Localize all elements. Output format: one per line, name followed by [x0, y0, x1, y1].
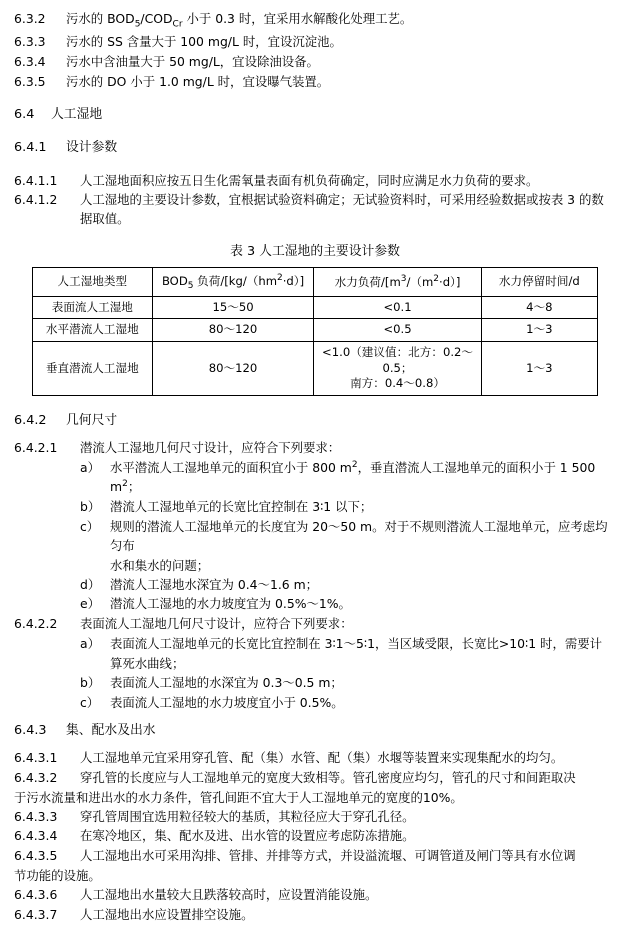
clause-6-4-3-2 [14, 769, 616, 788]
list-text: 规则的潜流人工湿地单元的长度宜为 20～50 m。对于不规则潜流人工湿地单元，应考虑均匀布 [110, 519, 608, 553]
cell-retention-time: 4～8 [481, 296, 597, 319]
cell-bod-load: 80～120 [152, 342, 314, 396]
hydraulic-line-2: 南方：0.4～0.8） [350, 376, 445, 391]
list-item [14, 518, 616, 556]
header-cell-bod-load: $BOD_5$ 负荷$/[kg/(hm^2\cdot d)]$ [152, 267, 314, 296]
list-text: 潜流人工湿地单元的长宽比宜控制在 3∶1 以下； [110, 499, 373, 515]
list-text: 潜流人工湿地水深宜为 0.4～1.6 m； [110, 576, 319, 592]
clause-number: 6.4.3.6 [14, 886, 58, 902]
clause-text: 人工湿地单元宜采用穿孔管、配（集）水管、配（集）水堰等装置来实现集配水的均匀。 [80, 749, 564, 765]
list-item [14, 635, 616, 654]
list-item [14, 694, 616, 713]
clause-text: 污水中含油量大于 50 mg/L，宜设除油设备。 [66, 53, 319, 69]
section-number: 6.4.3 [14, 722, 47, 738]
clause-6-4-3-4 [14, 827, 616, 846]
header-cell-retention-time: 水力停留时间/d [481, 267, 597, 296]
list-marker: d） [80, 576, 101, 592]
clause-number: 6.4.3.1 [14, 749, 58, 765]
section-number: 6.4 [14, 106, 35, 122]
subscript-cr: Cr [172, 19, 183, 30]
clause-6-3-2 [14, 10, 616, 32]
cell-type: 垂直潜流人工湿地 [33, 342, 153, 396]
table-header-row [33, 267, 598, 296]
clause-text: 人工湿地面积应按五日生化需氧量表面有机负荷确定，同时应满足水力负荷的要求。 [80, 172, 539, 188]
cell-hydraulic-load: <0.1 [314, 296, 481, 319]
cell-bod-load: 15～50 [152, 296, 314, 319]
clause-text: 人工湿地的主要设计参数，宜根据试验资料确定；无试验资料时，可采用经验数据或按表 3 的数据取值。 [80, 192, 604, 227]
clause-text: 在寒冷地区，集、配水及进、出水管的设置应考虑防冻措施。 [80, 828, 415, 844]
section-title: 几何尺寸 [66, 413, 118, 429]
clause-6-4-1-1 [14, 172, 616, 191]
clause-6-4-3-6 [14, 886, 616, 905]
clause-number: 6.4.3.3 [14, 808, 58, 824]
parameters-table [32, 267, 598, 397]
section-title: 人工湿地 [51, 106, 103, 122]
list-text-continuation: 水和集水的问题； [110, 557, 210, 573]
section-number: 6.4.1 [14, 140, 47, 156]
list-marker: a） [80, 460, 100, 476]
section-title: 集、配水及出水 [66, 722, 156, 738]
clause-6-4-2-1 [14, 439, 616, 458]
cell-hydraulic-load [314, 342, 481, 396]
header-cell-type: 人工湿地类型 [33, 267, 153, 296]
clause-6-4-3-3 [14, 808, 616, 827]
list-text-continuation: 算死水曲线； [110, 656, 185, 671]
list-marker: c） [80, 694, 100, 710]
clause-number: 6.3.4 [14, 53, 46, 69]
list-text: 表面流人工湿地的水力坡度宜小于 0.5%。 [110, 694, 344, 710]
section-title: 设计参数 [66, 140, 118, 156]
clause-number: 6.4.2.1 [14, 440, 58, 456]
cell-type: 表面流人工湿地 [33, 296, 153, 319]
section-heading-6-4-1 [14, 138, 616, 157]
clause-text: 表面流人工湿地几何尺寸设计，应符合下列要求： [80, 616, 353, 632]
clause-number: 6.3.2 [14, 11, 46, 26]
cell-retention-time: 1～3 [481, 319, 597, 342]
list-marker: e） [80, 596, 101, 612]
clause-number: 6.4.2.2 [14, 616, 58, 632]
table-row [33, 296, 598, 319]
list-text: 潜流人工湿地的水力坡度宜为 0.5%～1%。 [110, 596, 351, 612]
clause-number: 6.4.1.2 [14, 192, 58, 208]
clause-number: 6.3.5 [14, 73, 46, 89]
clause-text-continuation: 于污水流量和进出水的水力条件，管孔间距不宜大于人工湿地单元的宽度的10%。 [14, 789, 463, 805]
clause-text: 污水的 $BOD_5/COD_{Cr}$ 小于 0.3 时，宜采用水解酸化处理工艺。 [66, 11, 413, 30]
clause-text: 污水的 DO 小于 1.0 mg/L 时，宜设曝气装置。 [66, 73, 330, 89]
header-cell-hydraulic-load: 水力负荷$/[m^3/(m^2\cdot d)]$ [314, 267, 481, 296]
list-marker: b） [80, 499, 101, 515]
list-text: 表面流人工湿地的水深宜为 0.3～0.5 m； [110, 674, 343, 690]
subscript-5: 5 [134, 19, 141, 30]
list-marker: c） [80, 519, 100, 535]
clause-number: 6.3.3 [14, 34, 46, 50]
clause-text: 人工湿地出水应设置排空设施。 [80, 906, 254, 922]
section-heading-6-4-2 [14, 411, 616, 430]
clause-text-continuation: 节功能的设施。 [14, 868, 101, 884]
clause-number: 6.4.3.4 [14, 828, 58, 844]
cell-bod-load: 80～120 [152, 319, 314, 342]
cell-retention-time: 1～3 [481, 342, 597, 396]
clause-number: 6.4.3.5 [14, 848, 58, 864]
clause-6-3-3 [14, 33, 616, 52]
section-heading-6-4-3 [14, 721, 616, 740]
clause-text: 潜流人工湿地几何尺寸设计，应符合下列要求： [80, 440, 341, 456]
clause-6-3-5 [14, 73, 616, 92]
list-item [14, 498, 616, 517]
table-row [33, 342, 598, 396]
table-caption: 表 3 人工湿地的主要设计参数 [230, 244, 400, 260]
clause-number: 6.4.1.1 [14, 172, 58, 188]
clause-6-4-3-7 [14, 906, 616, 925]
clause-6-4-3-5 [14, 847, 616, 866]
list-marker: b） [80, 674, 101, 690]
clause-number: 6.4.3.2 [14, 769, 58, 785]
clause-6-3-4 [14, 53, 616, 72]
section-number: 6.4.2 [14, 413, 47, 429]
list-text: 表面流人工湿地单元的长宽比宜控制在 3∶1～5∶1，当区域受限，长宽比>10∶1 时，需要计 [110, 636, 603, 652]
list-item [14, 459, 616, 497]
list-marker: a） [80, 636, 100, 652]
section-heading-6-4 [14, 105, 616, 124]
clause-6-4-2-2 [14, 615, 616, 634]
clause-text: 污水的 SS 含量大于 100 mg/L 时，宜设沉淀池。 [66, 34, 342, 50]
clause-text: 穿孔管周围宜选用粒径较大的基质，其粒径应大于穿孔孔径。 [80, 808, 415, 824]
clause-text: 穿孔管的长度应与人工湿地单元的宽度大致相等。管孔密度应均匀，管孔的尺寸和间距取决 [80, 769, 576, 785]
list-item [14, 576, 616, 595]
cell-type: 水平潜流人工湿地 [33, 319, 153, 342]
clause-6-4-1-2 [14, 191, 616, 229]
cell-hydraulic-load: <0.5 [314, 319, 481, 342]
list-item [14, 674, 616, 693]
list-item [14, 595, 616, 614]
list-text: 水平潜流人工湿地单元的面积宜小于 800 $m^2$，垂直潜流人工湿地单元的面积小于 1 500 $m^2$； [110, 460, 596, 495]
hydraulic-line-1: <1.0（建议值：北方：0.2～0.5； [322, 345, 473, 375]
table-row [33, 319, 598, 342]
clause-6-4-3-1 [14, 749, 616, 768]
clause-number: 6.4.3.7 [14, 906, 58, 922]
clause-text: 人工湿地出水可采用沟排、管排、并排等方式，并设溢流堰、可调管道及闸门等具有水位调 [80, 848, 576, 864]
clause-text: 人工湿地出水量较大且跌落较高时，应设置消能设施。 [80, 886, 378, 902]
